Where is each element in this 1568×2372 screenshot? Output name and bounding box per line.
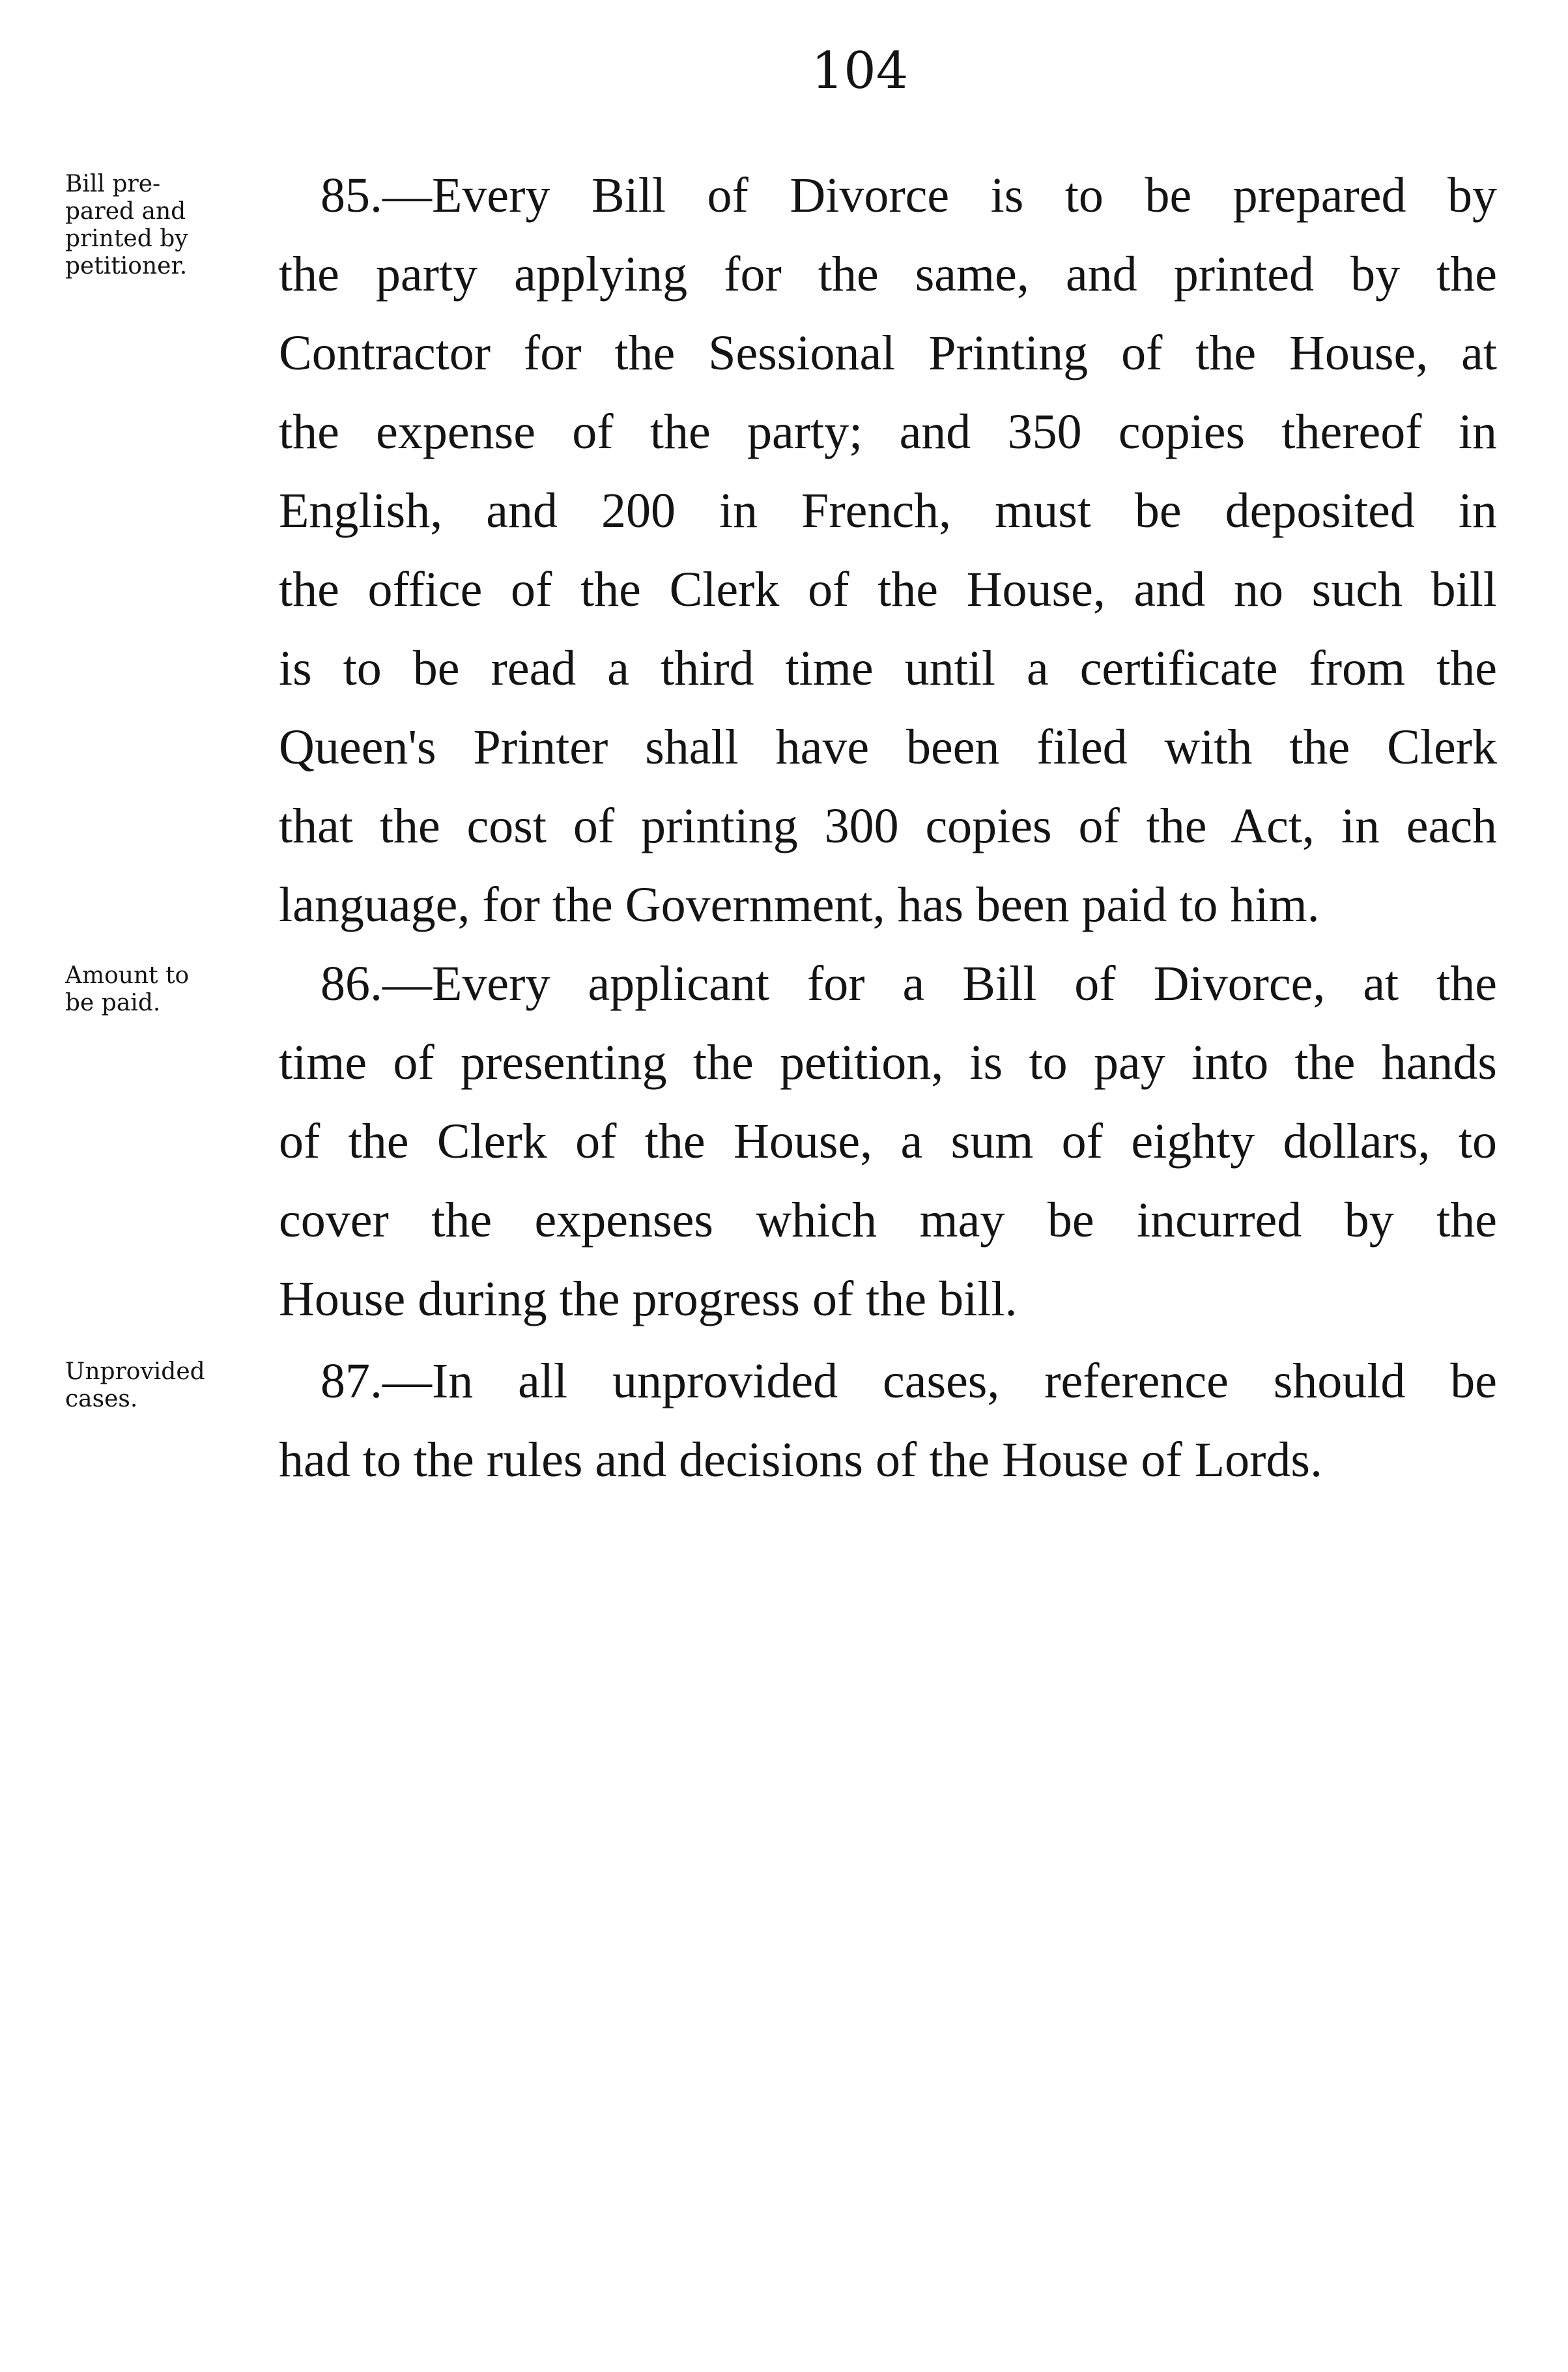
paragraph-line: the expense of the party; and 350 copies thereof in	[279, 405, 1497, 459]
paragraph-line: cover the expenses which may be incurred by the	[279, 1193, 1497, 1248]
paragraph-line: is to be read a third time until a certificate from the	[279, 641, 1497, 696]
paragraph-line: Queen's Printer shall have been filed with the Clerk	[279, 720, 1497, 775]
paragraph-87	[279, 1342, 1497, 1500]
margin-note-unprovided-cases: Unprovided cases.	[65, 1358, 205, 1412]
margin-note-amount-to-be-paid: Amount to be paid.	[65, 962, 190, 1016]
paragraph-line: time of presenting the petition, is to pay into the hands	[279, 1035, 1497, 1090]
paragraph-line: the office of the Clerk of the House, and no such bill	[279, 562, 1497, 617]
paragraph-line: House during the progress of the bill.	[279, 1272, 1018, 1326]
paragraph-line: the party applying for the same, and printed by the	[279, 247, 1497, 302]
paragraph-line: English, and 200 in French, must be deposited in	[279, 483, 1497, 538]
paragraph-85	[279, 156, 1497, 945]
paragraph-line: language, for the Government, has been paid to him.	[279, 878, 1320, 932]
paragraph-line: 86.—Every applicant for a Bill of Divorce, at the	[321, 956, 1497, 1011]
page-number: 104	[811, 42, 909, 100]
margin-note-bill-prepared: Bill pre- pared and printed by petitioner.	[65, 171, 188, 279]
paragraph-line: had to the rules and decisions of the House of Lords.	[279, 1433, 1322, 1487]
paragraph-line: that the cost of printing 300 copies of the Act, in each	[279, 799, 1497, 853]
paragraph-86	[279, 945, 1497, 1339]
paragraph-line: of the Clerk of the House, a sum of eighty dollars, to	[279, 1114, 1497, 1169]
paragraph-line: 87.—In all unprovided cases, reference should be	[321, 1354, 1497, 1408]
paragraph-line: Contractor for the Sessional Printing of the House, at	[279, 326, 1497, 380]
paragraph-line: 85.—Every Bill of Divorce is to be prepared by	[321, 168, 1497, 223]
